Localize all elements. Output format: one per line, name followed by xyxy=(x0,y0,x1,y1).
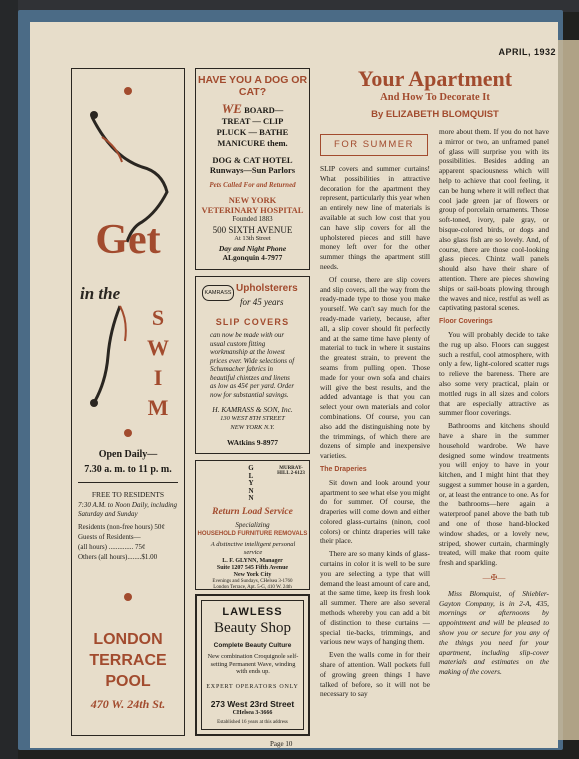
glynn-letter: G xyxy=(248,464,254,472)
article-byline: By ELIZABETH BLOMQUIST xyxy=(371,109,499,120)
wave-text: New combination Croquignole self-setting Permanent Wave, winding with ends up. xyxy=(207,653,299,675)
paragraph: Bathrooms and kitchens should have a share in the summer household wardrobe. We have designed some window treatments you will enjoy to have in your kitchen, and I might hint that they suggest a summer house in a garden, or, at least the entrance to one. As for the bathrooms—here again a waterproof panel above the bath tub and one of those hand-blocked window shades, or a lovely new, striped, shower curtain, charmingly treated, will make that room quite fresh and sparkling. xyxy=(439,421,549,568)
established-text: Established 16 years at this address xyxy=(217,720,288,725)
ornament-divider: —✠— xyxy=(482,573,506,583)
magazine-page xyxy=(30,22,558,748)
signature-street: 130 WEST 8TH STREET xyxy=(220,415,285,422)
signature-name: H. KAMRASS & SON, Inc. xyxy=(212,405,293,414)
guests-price: (all hours) .............. 75¢ xyxy=(78,543,146,551)
hospital-name-1: NEW YORK xyxy=(228,195,277,205)
decorative-dot xyxy=(124,87,132,95)
section-heading: FOR SUMMER xyxy=(320,134,428,156)
household-removals: HOUSEHOLD FURNITURE REMOVALS xyxy=(197,531,308,537)
distinctive-text: A distinctive intelligent personal service xyxy=(210,541,296,556)
upholsterers-body: can now be made with our usual custom fitting workmanship at the lowest prices ever. Wide selections of Schumacher fabrics in beautiful chintzes and linens as low as 45¢ per yard. Order now for substantial savings. xyxy=(210,331,295,399)
called-for-text: Pets Called For and Returned xyxy=(209,181,296,189)
pluck-text: PLUCK — BATHE xyxy=(216,127,289,137)
return-load-heading: Return Load Service xyxy=(212,507,293,517)
decorative-dot xyxy=(124,429,132,437)
pool-address: 470 W. 24th St. xyxy=(90,697,166,711)
vet-street: 500 SIXTH AVENUE xyxy=(212,225,293,235)
evenings-text: Evenings and Sundays, CHelsea 3-1760 xyxy=(212,579,293,584)
pool-name-line: POOL xyxy=(105,673,151,690)
slip-covers-heading: SLIP COVERS xyxy=(215,317,290,327)
complete-culture: Complete Beauty Culture xyxy=(213,642,292,649)
swim-letter: W xyxy=(147,335,169,360)
upholsterers-heading: Upholsterers xyxy=(236,283,298,294)
manager-text: L. F. GLYNN, Manager xyxy=(222,558,283,564)
swim-letters xyxy=(138,303,178,423)
guests-label: Guests of Residents— xyxy=(78,533,141,541)
specializing-text: Specializing xyxy=(235,521,270,529)
pool-name xyxy=(72,629,184,692)
paragraph: Of course, there are slip covers and slip covers, all the way from the ready-made type to those you make yourself. We can't say much for the ready-made variety, because, after all, a slip cover should fit perfectly and at the same time have plenty of material to tuck in where it sustains the greatest strain, to prevent the seams from pulling open. Those made for your own sofa and chairs will give the best results, and the added advantage is that you can select your own materials and color combinations. Of course, you can also add the distinguishing note by the trimmings, of which there are dozens of simple and inexpensive varieties. xyxy=(320,274,430,461)
decorative-dot xyxy=(124,593,132,601)
treat-text: TREAT — CLIP xyxy=(221,116,284,126)
divider xyxy=(78,482,178,483)
swim-letter: S xyxy=(151,305,165,330)
vet-hospital-ad xyxy=(195,68,310,270)
swim-letter: M xyxy=(147,395,169,420)
issue-date: APRIL, 1932 xyxy=(498,47,556,57)
paragraph: You will probably decide to take the rug up also. Floors can suggest such a restful, cool atmosphere, with only a few, light-colored scatter rugs to relieve the bareness. There are also some very practical, plain or mottled rugs in all sizes and colors that are especially attractive as summer floor coverings. xyxy=(439,329,549,418)
article-column-2 xyxy=(439,127,549,680)
next-page-edge xyxy=(558,40,579,740)
paragraph: SLIP covers and summer curtains! What possibilities in attractive decoration for the apartment they represent, particularly this year when an entirely new line of materials is available at such low cost that you can have slip covers for all the upholstered pieces and still have money left over for the other summer things the apartment still needs. xyxy=(320,164,430,271)
runways-text: Runways—Sun Parlors xyxy=(209,165,296,175)
we-text: WE xyxy=(221,101,242,116)
beauty-phone: CHelsea 3-3666 xyxy=(232,710,273,716)
draperies-heading: The Draperies xyxy=(320,465,367,473)
paragraph: Sit down and look around your apartment to see what else you might do for summer. Of course, the draperies will come down and either colored glass-curtains (ninon, cool colors) or chintz draperies will take their place. xyxy=(320,477,430,546)
board-text: BOARD— xyxy=(244,105,284,115)
lawless-heading: LAWLESS xyxy=(222,606,283,618)
suite-text: Suite 1207 545 Fifth Avenue xyxy=(216,565,289,571)
swim-letter: I xyxy=(153,365,163,390)
paragraph: There are so many kinds of glass-curtains in color it is well to be sure you are selecting a type that will demand the least amount of care and, at the same time, keep its fresh look all summer. There are also several methods whereby you can add a bit of distinction to these curtains — special tie-backs, trimmings, and various new ways of hanging them. xyxy=(320,549,430,647)
article-title: Your Apartment xyxy=(357,66,513,91)
glynn-letter: Y xyxy=(248,479,254,487)
others-price: Others (all hours)........$1.00 xyxy=(78,553,158,561)
vet-at-street: At 13th Street xyxy=(234,235,271,242)
beauty-shop-heading: Beauty Shop xyxy=(213,620,292,636)
glynn-letter: N xyxy=(248,486,254,495)
vet-services xyxy=(196,103,309,149)
open-daily: Open Daily— xyxy=(98,449,158,460)
glynn-letter: L xyxy=(248,471,254,480)
author-note: Miss Blomquist, of Shiebler-Gayton Company, is in 2-A, 435, mornings or afternoons by appointment and will be pleased to show you or secure for you any of the things you need for your apartment, including slip-cover materials and estimates on the making of the covers. xyxy=(439,588,549,677)
paragraph: more about them. If you do not have a mirror or two, an unframed panel of glass will surprise you with its possibilities. Besides adding an apparent spaciousness which will help to achieve that cool feeling, it can be hung where it will reflect that cool jade green jar of flowers or group of porcelain ornaments. Those soft-toned, ivory, pale gray, or bisque-colored birds, or dogs and also glass fish are so lovely. And, of course, there are those cool-looking glass pieces. Chintz wall panels should also have their share of attention. There are pieces showing ships or sail-boats plowing through the waves and nice, restful as well as captivating pastoral scenes. xyxy=(439,127,549,313)
in-the-text: in the xyxy=(80,284,121,303)
free-hours: 7:30 A.M. to Noon Daily, including Saturday and Sunday xyxy=(78,501,178,518)
pool-name-line: LONDON xyxy=(93,631,163,648)
beauty-street: 273 West 23rd Street xyxy=(210,699,295,709)
swimmer-illustration xyxy=(80,301,140,411)
vet-headline: HAVE YOU A DOG OR CAT? xyxy=(197,74,308,98)
upholsterers-phone: WAtkins 9-8977 xyxy=(226,438,279,447)
vet-phone: ALgonquin 4-7977 xyxy=(222,253,283,262)
hotel-text: DOG & CAT HOTEL xyxy=(212,155,293,165)
signature-city: NEW YORK N.Y. xyxy=(230,424,275,431)
expert-operators: EXPERT OPERATORS ONLY xyxy=(206,684,299,690)
kamrass-logo: KAMRASS xyxy=(202,285,234,301)
london-terrace-text: London Terrace, Apt. 5-G, 410 W. 24th xyxy=(213,585,292,590)
founded-text: Founded 1883 xyxy=(232,215,273,223)
city-text: New York City xyxy=(233,572,272,578)
hospital-name-2: VETERINARY HOSPITAL xyxy=(201,205,304,215)
glynn-letters xyxy=(236,465,266,503)
manicure-text: MANICURE them. xyxy=(217,138,288,148)
upholsterers-ad xyxy=(195,276,310,454)
binding-left xyxy=(0,0,18,759)
murray-hill-phone: MURRAY-HILL 2-6123 xyxy=(277,466,305,476)
article-column-1 xyxy=(320,164,430,702)
swim-ad xyxy=(71,68,185,736)
day-night-text: Day and Night Phone xyxy=(218,244,287,253)
page-number: Page 10 xyxy=(270,740,293,748)
pool-name-line: TERRACE xyxy=(89,652,167,669)
get-headline: Get xyxy=(95,217,161,263)
moving-ad xyxy=(195,460,310,590)
years-text: for 45 years xyxy=(240,297,284,307)
paragraph: Even the walls come in for their share of attention. Wall pockets full of growing green things I have talked of before, so it will not be necessary to say xyxy=(320,650,430,699)
free-to-residents: FREE TO RESIDENTS xyxy=(91,490,165,499)
article-subtitle: And How To Decorate It xyxy=(380,92,490,103)
glynn-letter: N xyxy=(248,494,254,502)
residents-price: Residents (non-free hours) 50¢ xyxy=(78,523,165,531)
beauty-shop-ad xyxy=(195,594,310,736)
floor-coverings-heading: Floor Coverings xyxy=(439,318,493,326)
pool-hours: 7.30 a. m. to 11 p. m. xyxy=(84,464,172,475)
